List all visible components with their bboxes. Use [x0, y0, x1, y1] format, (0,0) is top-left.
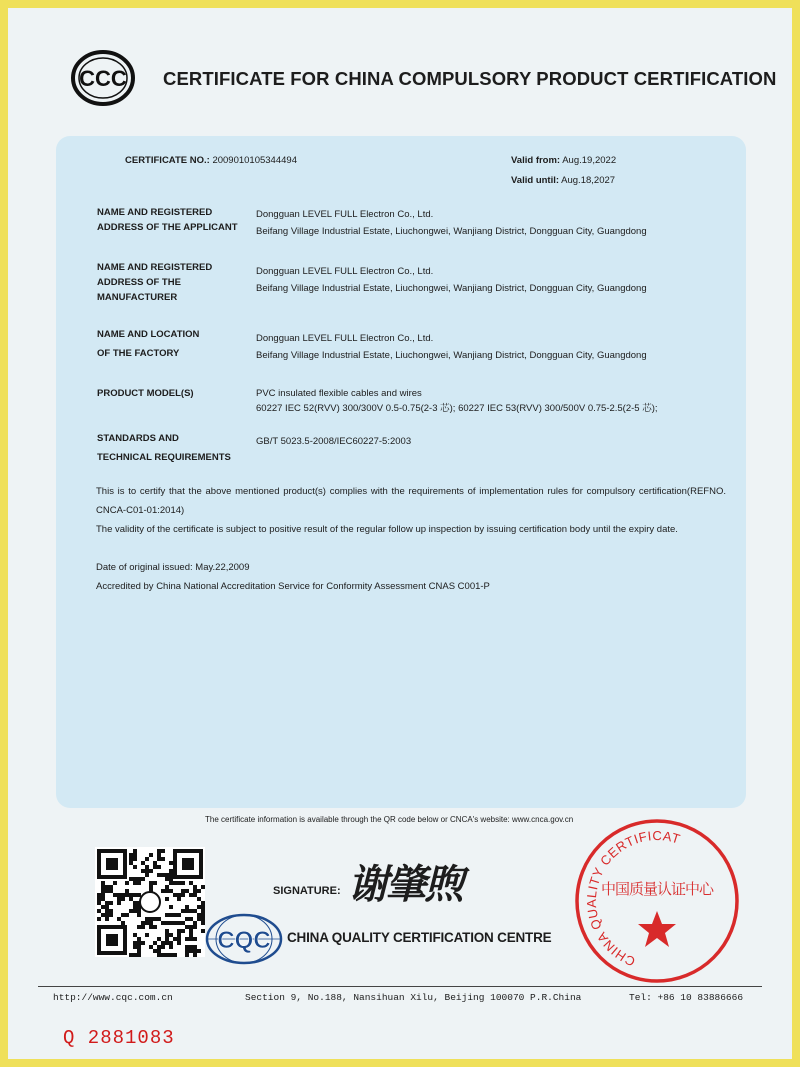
qr-note: The certificate information is available through the QR code below or CNCA's website: www.cnca.gov.cn — [205, 815, 574, 824]
product-label: PRODUCT MODEL(S) — [97, 388, 194, 399]
valid-from-value: Aug.19,2022 — [562, 155, 617, 166]
svg-text:CCC: CCC — [79, 66, 127, 91]
applicant-name: Dongguan LEVEL FULL Electron Co., Ltd. — [256, 209, 434, 220]
manufacturer-label: NAME AND REGISTERED ADDRESS OF THE MANUFACTURER — [97, 262, 213, 303]
standards-label: STANDARDS AND TECHNICAL REQUIREMENTS — [97, 433, 231, 463]
qr-code-icon — [95, 847, 205, 957]
valid-until-label: Valid until: — [511, 175, 560, 186]
applicant-address: Beifang Village Industrial Estate, Liuchongwei, Wanjiang District, Dongguan City, Guangdong — [256, 226, 647, 237]
original-issued-date: Date of original issued: May.22,2009 — [96, 562, 250, 573]
factory-label: NAME AND LOCATION OF THE FACTORY — [97, 329, 200, 359]
svg-text:中国质量认证中心: 中国质量认证中心 — [600, 880, 714, 898]
product-line-1: PVC insulated flexible cables and wires — [256, 388, 422, 399]
standards-value: GB/T 5023.5-2008/IEC60227-5:2003 — [256, 436, 412, 447]
ccc-logo-icon — [71, 50, 135, 106]
valid-until-value: Aug.18,2027 — [561, 175, 616, 186]
certificate-title: CERTIFICATE FOR CHINA COMPULSORY PRODUCT CERTIFICATION — [163, 68, 777, 89]
issuer-name: CHINA QUALITY CERTIFICATION CENTRE — [287, 930, 552, 945]
cqc-logo-icon — [204, 912, 284, 966]
manufacturer-address: Beifang Village Industrial Estate, Liuchongwei, Wanjiang District, Dongguan City, Guangdong — [256, 283, 647, 294]
footer-telephone: Tel: +86 10 83886666 — [629, 992, 744, 1003]
product-line-2: 60227 IEC 52(RVV) 300/300V 0.5-0.75(2-3 芯); 60227 IEC 53(RVV) 300/500V 0.75-2.5(2-5 芯); — [256, 403, 658, 414]
manufacturer-name: Dongguan LEVEL FULL Electron Co., Ltd. — [256, 266, 434, 277]
svg-text:CHINA QUALITY CERTIFICATION CE: CHINA QUALITY CERTIFICATION — [583, 827, 683, 970]
valid-from — [511, 153, 616, 168]
certificate-number-value: 2009010105344494 — [212, 155, 297, 166]
factory-address: Beifang Village Industrial Estate, Liuchongwei, Wanjiang District, Dongguan City, Guangdong — [256, 350, 647, 361]
accreditation-statement: Accredited by China National Accreditation Service for Conformity Assessment CNAS C001-P — [96, 581, 490, 592]
footer-divider — [38, 986, 762, 987]
certification-seal-icon — [572, 816, 742, 986]
valid-until — [511, 173, 615, 188]
factory-name: Dongguan LEVEL FULL Electron Co., Ltd. — [256, 333, 434, 344]
signature-label: SIGNATURE: — [273, 885, 341, 897]
footer-website: http://www.cqc.com.cn — [53, 992, 173, 1003]
validity-statement: The validity of the certificate is subject to positive result of the regular follow up inspection by issuing certification body until the expiry date. — [96, 524, 678, 535]
certificate-number-label: CERTIFICATE NO.: — [125, 155, 210, 166]
serial-number: Q 2881083 — [63, 1027, 175, 1049]
applicant-label: NAME AND REGISTERED ADDRESS OF THE APPLICANT — [97, 207, 238, 233]
certificate-number — [125, 153, 297, 168]
footer-address: Section 9, No.188, Nansihuan Xilu, Beijing 100070 P.R.China — [245, 992, 582, 1003]
signature-handwriting: 谢肇煦 — [348, 861, 462, 908]
certificate-sheet — [8, 8, 792, 1059]
certify-statement: This is to certify that the above mentioned product(s) complies with the requirements of implementation rules for compulsory certification(REFNO. CNCA-C01-01:2014) — [96, 486, 726, 516]
svg-text:CQC: CQC — [217, 927, 271, 954]
valid-from-label: Valid from: — [511, 155, 561, 166]
